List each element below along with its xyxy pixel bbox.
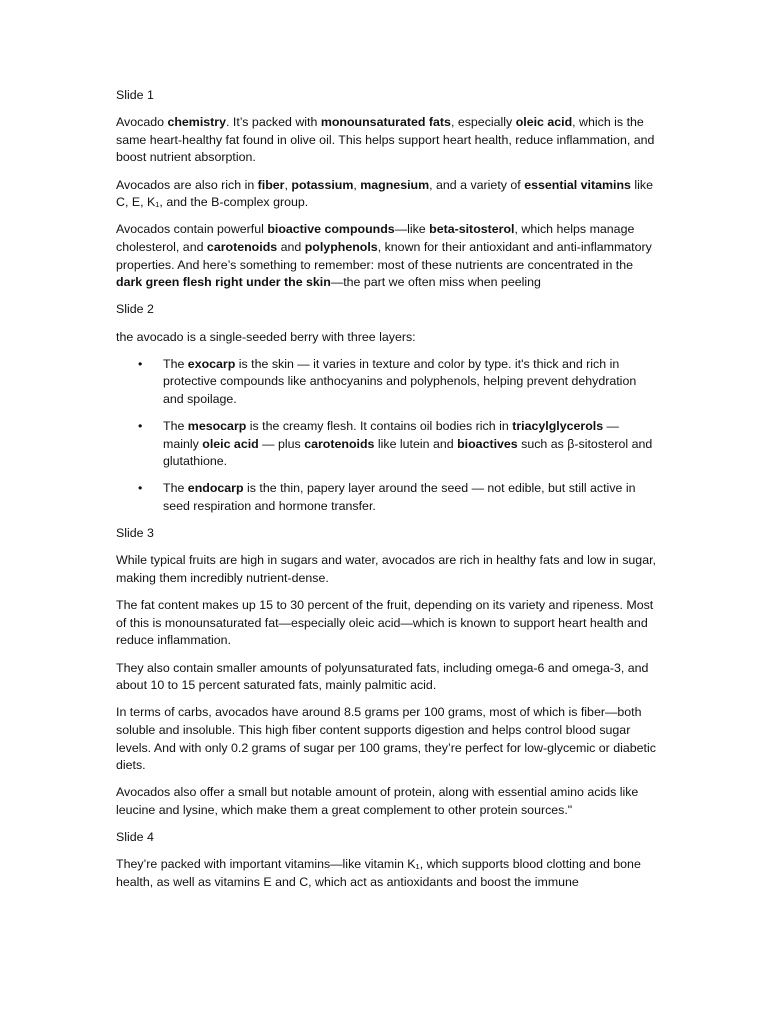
bold-term: beta-sitosterol [429, 222, 515, 237]
bold-term: oleic acid [515, 115, 573, 130]
bold-term: magnesium [360, 177, 430, 192]
slide-3-paragraph-2: The fat content makes up 15 to 30 percent of the fruit, depending on its variety and ripeness. Most of this is monounsaturated fat—especially oleic acid—which is known to support heart health and reduce inflammation. [116, 598, 654, 648]
text-run: —the part we often miss when peeling [330, 275, 541, 290]
bullet-item-endocarp [116, 480, 656, 515]
text-run: , and a variety of [429, 177, 525, 192]
bold-term: carotenoids [206, 239, 278, 254]
bullet-text [163, 419, 652, 468]
text-run: — mainly [163, 419, 619, 451]
slide-1-paragraph-2 [116, 177, 656, 212]
bold-term: exocarp [187, 356, 236, 371]
bold-term: oleic acid [202, 436, 259, 451]
bullet-item-exocarp [116, 356, 656, 409]
document-page [116, 87, 656, 901]
bold-term: carotenoids [304, 436, 375, 451]
bold-term: chemistry [167, 115, 226, 130]
bold-term: endocarp [187, 481, 244, 496]
slide-2-bullet-list [116, 356, 656, 516]
bullet-text [163, 481, 636, 513]
text-run: , known for their antioxidant and anti-inflammatory properties. And here’s something to remember: most of these nutrients are concentrated in the [116, 239, 652, 272]
slide-3-paragraph-1: While typical fruits are high in sugars and water, avocados are rich in healthy fats and low in sugar, making them incredibly nutrient-dense. [116, 553, 656, 585]
text-run: Avocados contain powerful [116, 222, 268, 237]
slide-4-label: Slide 4 [116, 830, 154, 845]
bold-term: polyphenols [304, 239, 378, 254]
text-run: is the skin — it varies in texture and color by type. it's thick and rich in protective compounds like anthocyanins and polyphenols, helping prevent dehydration and spoilage. [163, 356, 637, 406]
text-run: . It’s packed with [226, 115, 321, 130]
text-run: — plus [258, 436, 305, 451]
bold-term: bioactive compounds [267, 222, 395, 237]
slide-3-paragraph-5: Avocados also offer a small but notable amount of protein, along with essential amino acids like leucine and lysine, which make them a great complement to other protein sources." [116, 785, 639, 817]
slide-1-label: Slide 1 [116, 88, 154, 102]
slide-4-paragraph-1: They’re packed with important vitamins—like vitamin K₁, which supports blood clotting and bone health, as well as vitamins E and C, which act as antioxidants and boost the immune [116, 857, 641, 889]
text-run: and [277, 239, 305, 254]
bullet-icon: • [138, 481, 143, 496]
bold-term: fiber [257, 177, 285, 192]
text-run: The [163, 481, 188, 496]
text-run: —like [394, 222, 430, 237]
bold-term: dark green flesh right under the skin [116, 275, 331, 290]
text-run: is the thin, papery layer around the seed — not edible, but still active in seed respiration and hormone transfer. [163, 481, 636, 514]
text-run: such as β-sitosterol and glutathione. [163, 436, 653, 469]
slide-1-paragraph-3 [116, 221, 656, 291]
bold-term: mesocarp [187, 419, 247, 434]
text-run: , especially [450, 115, 516, 130]
text-run: , [353, 177, 361, 192]
slide-2-intro: the avocado is a single-seeded berry with three layers: [116, 329, 416, 344]
slide-3-paragraph-3: They also contain smaller amounts of polyunsaturated fats, including omega-6 and omega-3, and about 10 to 15 percent saturated fats, mainly palmitic acid. [116, 660, 649, 693]
bold-term: potassium [291, 177, 354, 192]
bold-term: monounsaturated fats [320, 115, 451, 130]
text-run: Avocados are also rich in [116, 177, 258, 192]
slide-2-label: Slide 2 [116, 302, 154, 317]
text-run: is the creamy flesh. It contains oil bodies rich in [246, 419, 513, 434]
text-run: The [163, 419, 188, 434]
text-run: Avocado [116, 115, 168, 130]
text-run: , which is the same heart-healthy fat found in olive oil. This helps support heart health, reduce inflammation, and boost nutrient absorption. [116, 115, 655, 165]
bullet-item-mesocarp [116, 418, 656, 471]
text-run: like lutein and [374, 436, 458, 451]
slide-3-label: Slide 3 [116, 526, 154, 541]
text-run: , which helps manage cholesterol, and [116, 222, 635, 254]
bullet-icon: • [138, 419, 143, 434]
slide-1-paragraph-1 [116, 114, 656, 167]
text-run: The [163, 356, 188, 371]
bullet-text [163, 357, 636, 406]
text-run: like C, E, K₁, and the B-complex group. [116, 177, 653, 210]
bullet-icon: • [138, 356, 143, 371]
bold-term: triacylglycerols [512, 419, 604, 434]
bold-term: bioactives [457, 436, 518, 451]
text-run: , [284, 177, 292, 192]
bold-term: essential vitamins [524, 177, 631, 192]
slide-3-paragraph-4: In terms of carbs, avocados have around 8.5 grams per 100 grams, most of which is fiber—both soluble and insoluble. This high fiber content supports digestion and helps control blood sugar levels. And with only 0.2 grams of sugar per 100 grams, they’re perfect for low-glycemic or diabetic diets. [116, 705, 656, 773]
